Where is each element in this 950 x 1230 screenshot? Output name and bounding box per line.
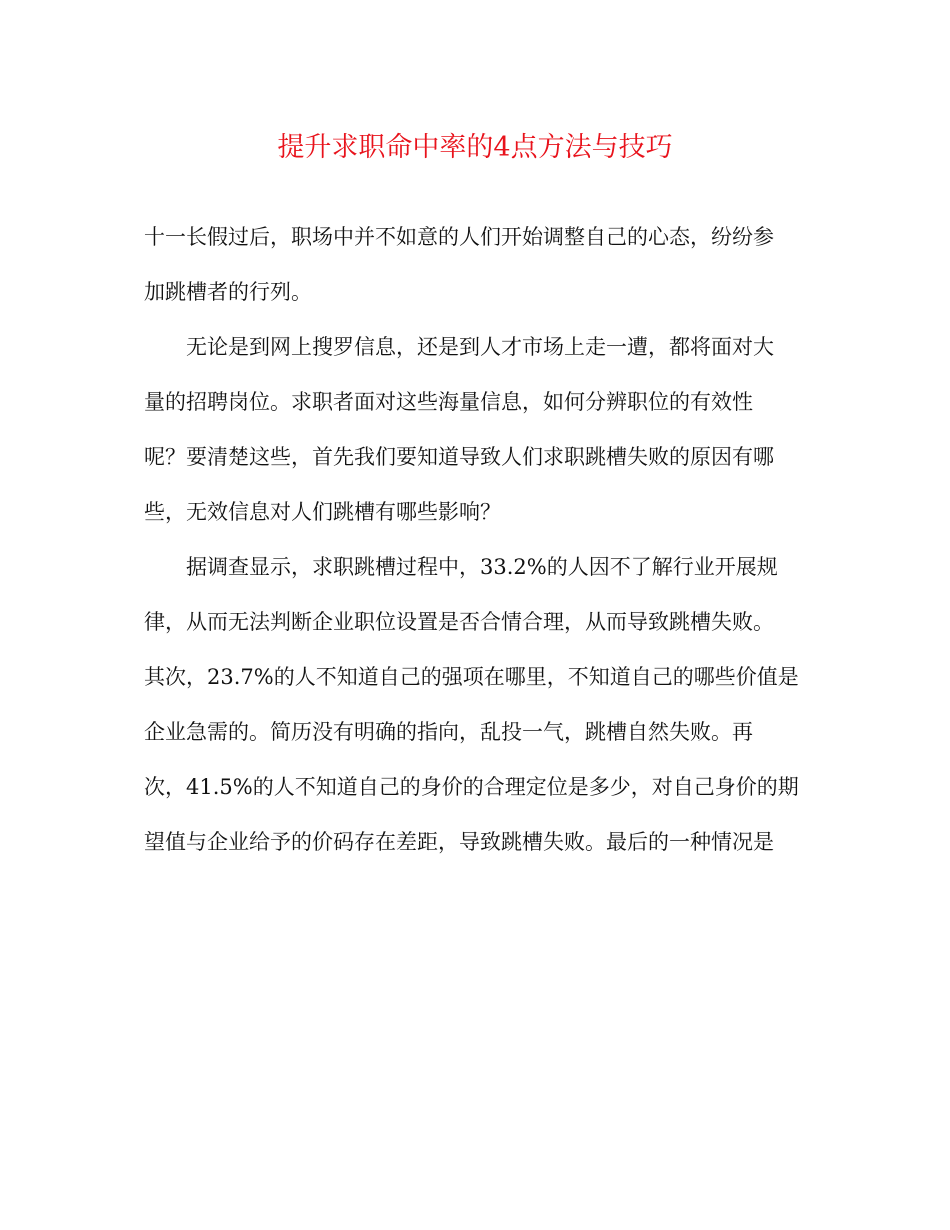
text-line: 些，无效信息对人们跳槽有哪些影响？ xyxy=(144,500,501,524)
text-line: 望值与企业给予的价码存在差距，导致跳槽失败。最后的一种情况是 xyxy=(144,830,774,854)
document-body xyxy=(144,210,809,870)
text-line: 律，从而无法判断企业职位设置是否合情合理，从而导致跳槽失败。 xyxy=(144,610,774,634)
text-line: 据调查显示，求职跳槽过程中，33.2%的人因不了解行业开展规 xyxy=(186,555,778,579)
paragraph-3 xyxy=(144,540,809,870)
paragraph-2 xyxy=(144,320,809,540)
text-line: 次，41.5%的人不知道自己的身价的合理定位是多少，对自己身价的期 xyxy=(144,775,799,799)
text-line: 企业急需的。简历没有明确的指向，乱投一气，跳槽自然失败。再 xyxy=(144,720,753,744)
text-line: 加跳槽者的行列。 xyxy=(144,280,312,304)
text-line: 呢？要清楚这些，首先我们要知道导致人们求职跳槽失败的原因有哪 xyxy=(144,445,774,469)
document-title: 提升求职命中率的4点方法与技巧 xyxy=(277,132,673,163)
text-line: 十一长假过后，职场中并不如意的人们开始调整自己的心态，纷纷参 xyxy=(144,225,774,249)
text-line: 其次，23.7%的人不知道自己的强项在哪里，不知道自己的哪些价值是 xyxy=(144,665,799,689)
text-line: 无论是到网上搜罗信息，还是到人才市场上走一遭，都将面对大 xyxy=(186,335,774,359)
paragraph-1 xyxy=(144,210,809,320)
text-line: 量的招聘岗位。求职者面对这些海量信息，如何分辨职位的有效性 xyxy=(144,390,753,414)
